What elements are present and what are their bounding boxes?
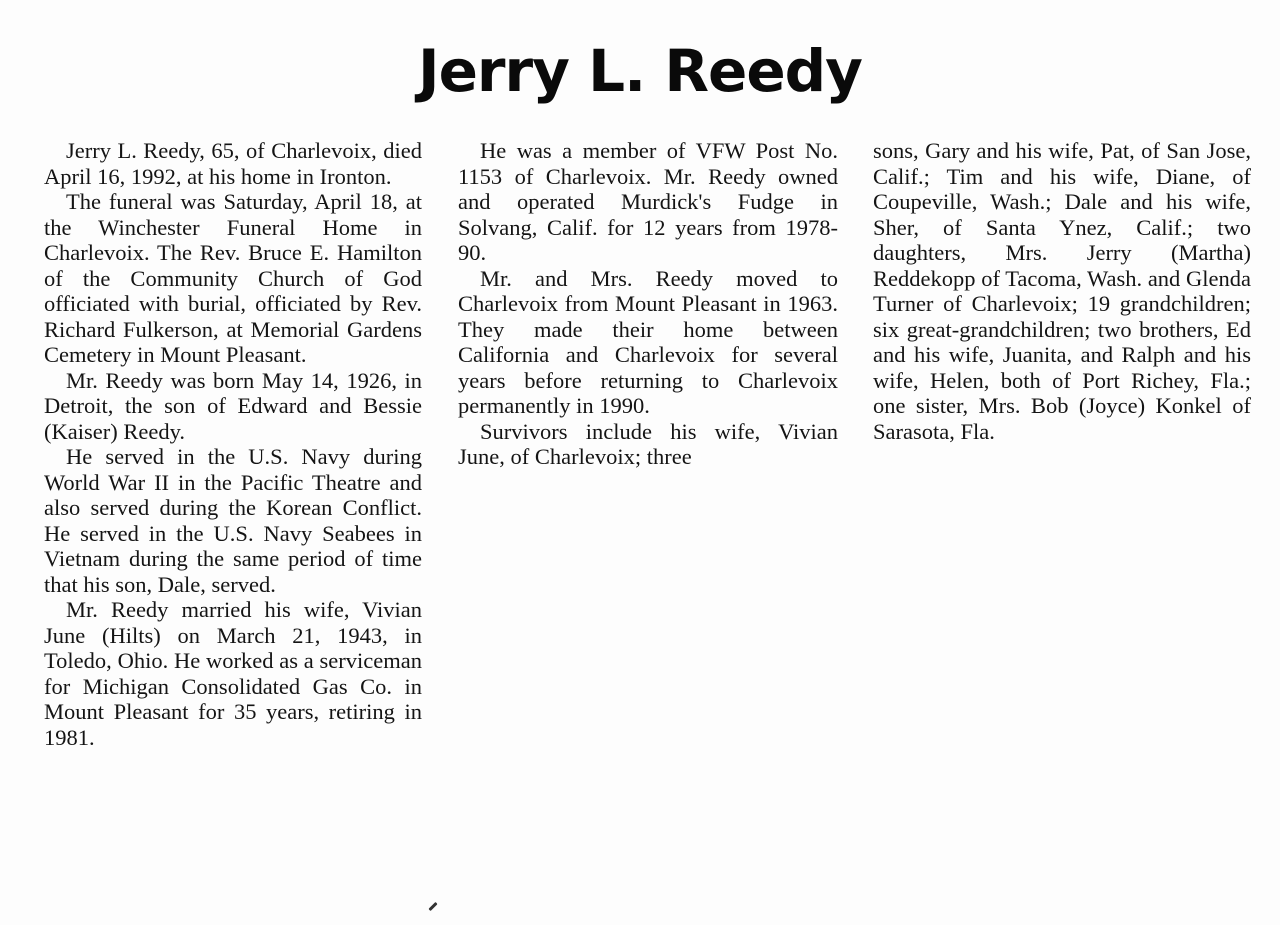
- stray-pen-mark: [428, 902, 437, 911]
- paragraph: He was a member of VFW Post No. 1153 of Charlevoix. Mr. Reedy owned and operated Murdick's Fudge in Solvang, Calif. for 12 years from 1978-90.: [458, 138, 838, 265]
- paragraph: Survivors include his wife, Vivian June, of Charlevoix; three: [458, 418, 838, 469]
- obituary-headline: Jerry L. Reedy: [418, 37, 862, 105]
- paragraph: Jerry L. Reedy, 65, of Charlevoix, died April 16, 1992, at his home in Ironton.: [44, 138, 422, 189]
- paragraph: Mr. and Mrs. Reedy moved to Charlevoix from Mount Pleasant in 1963. They made their home between California and Charlevoix for several years before returning to Charlevoix permanently in 1990.: [458, 265, 838, 418]
- paragraph: The funeral was Saturday, April 18, at the Winchester Funeral Home in Charlevoix. The Rev. Bruce E. Hamilton of the Community Church of God officiated with burial, officiated by Rev. Richard Fulkerson, at Memorial Gardens Cemetery in Mount Pleasant.: [44, 189, 422, 367]
- paragraph: Mr. Reedy married his wife, Vivian June (Hilts) on March 21, 1943, in Toledo, Ohio. He worked as a serviceman for Michigan Consolidated Gas Co. in Mount Pleasant for 35 years, retiring in 1981.: [44, 597, 422, 750]
- article-column-1: [44, 138, 422, 750]
- paragraph-continued: sons, Gary and his wife, Pat, of San Jose, Calif.; Tim and his wife, Diane, of Coupeville, Wash.; Dale and his wife, Sher, of Santa Ynez, Calif.; two daughters, Mrs. Jerry (Martha) Reddekopp of Tacoma, Wash. and Glenda Turner of Charlevoix; 19 grandchildren; six great-grandchildren; two brothers, Ed and his wife, Juanita, and Ralph and his wife, Helen, both of Port Richey, Fla.; one sister, Mrs. Bob (Joyce) Konkel of Sarasota, Fla.: [873, 138, 1251, 444]
- article-column-3: [873, 138, 1251, 444]
- paragraph: Mr. Reedy was born May 14, 1926, in Detroit, the son of Edward and Bessie (Kaiser) Reedy.: [44, 367, 422, 444]
- article-column-2: [458, 138, 838, 470]
- paragraph: He served in the U.S. Navy during World War II in the Pacific Theatre and also served during the Korean Conflict. He served in the U.S. Navy Seabees in Vietnam during the same period of time that his son, Dale, served.: [44, 444, 422, 597]
